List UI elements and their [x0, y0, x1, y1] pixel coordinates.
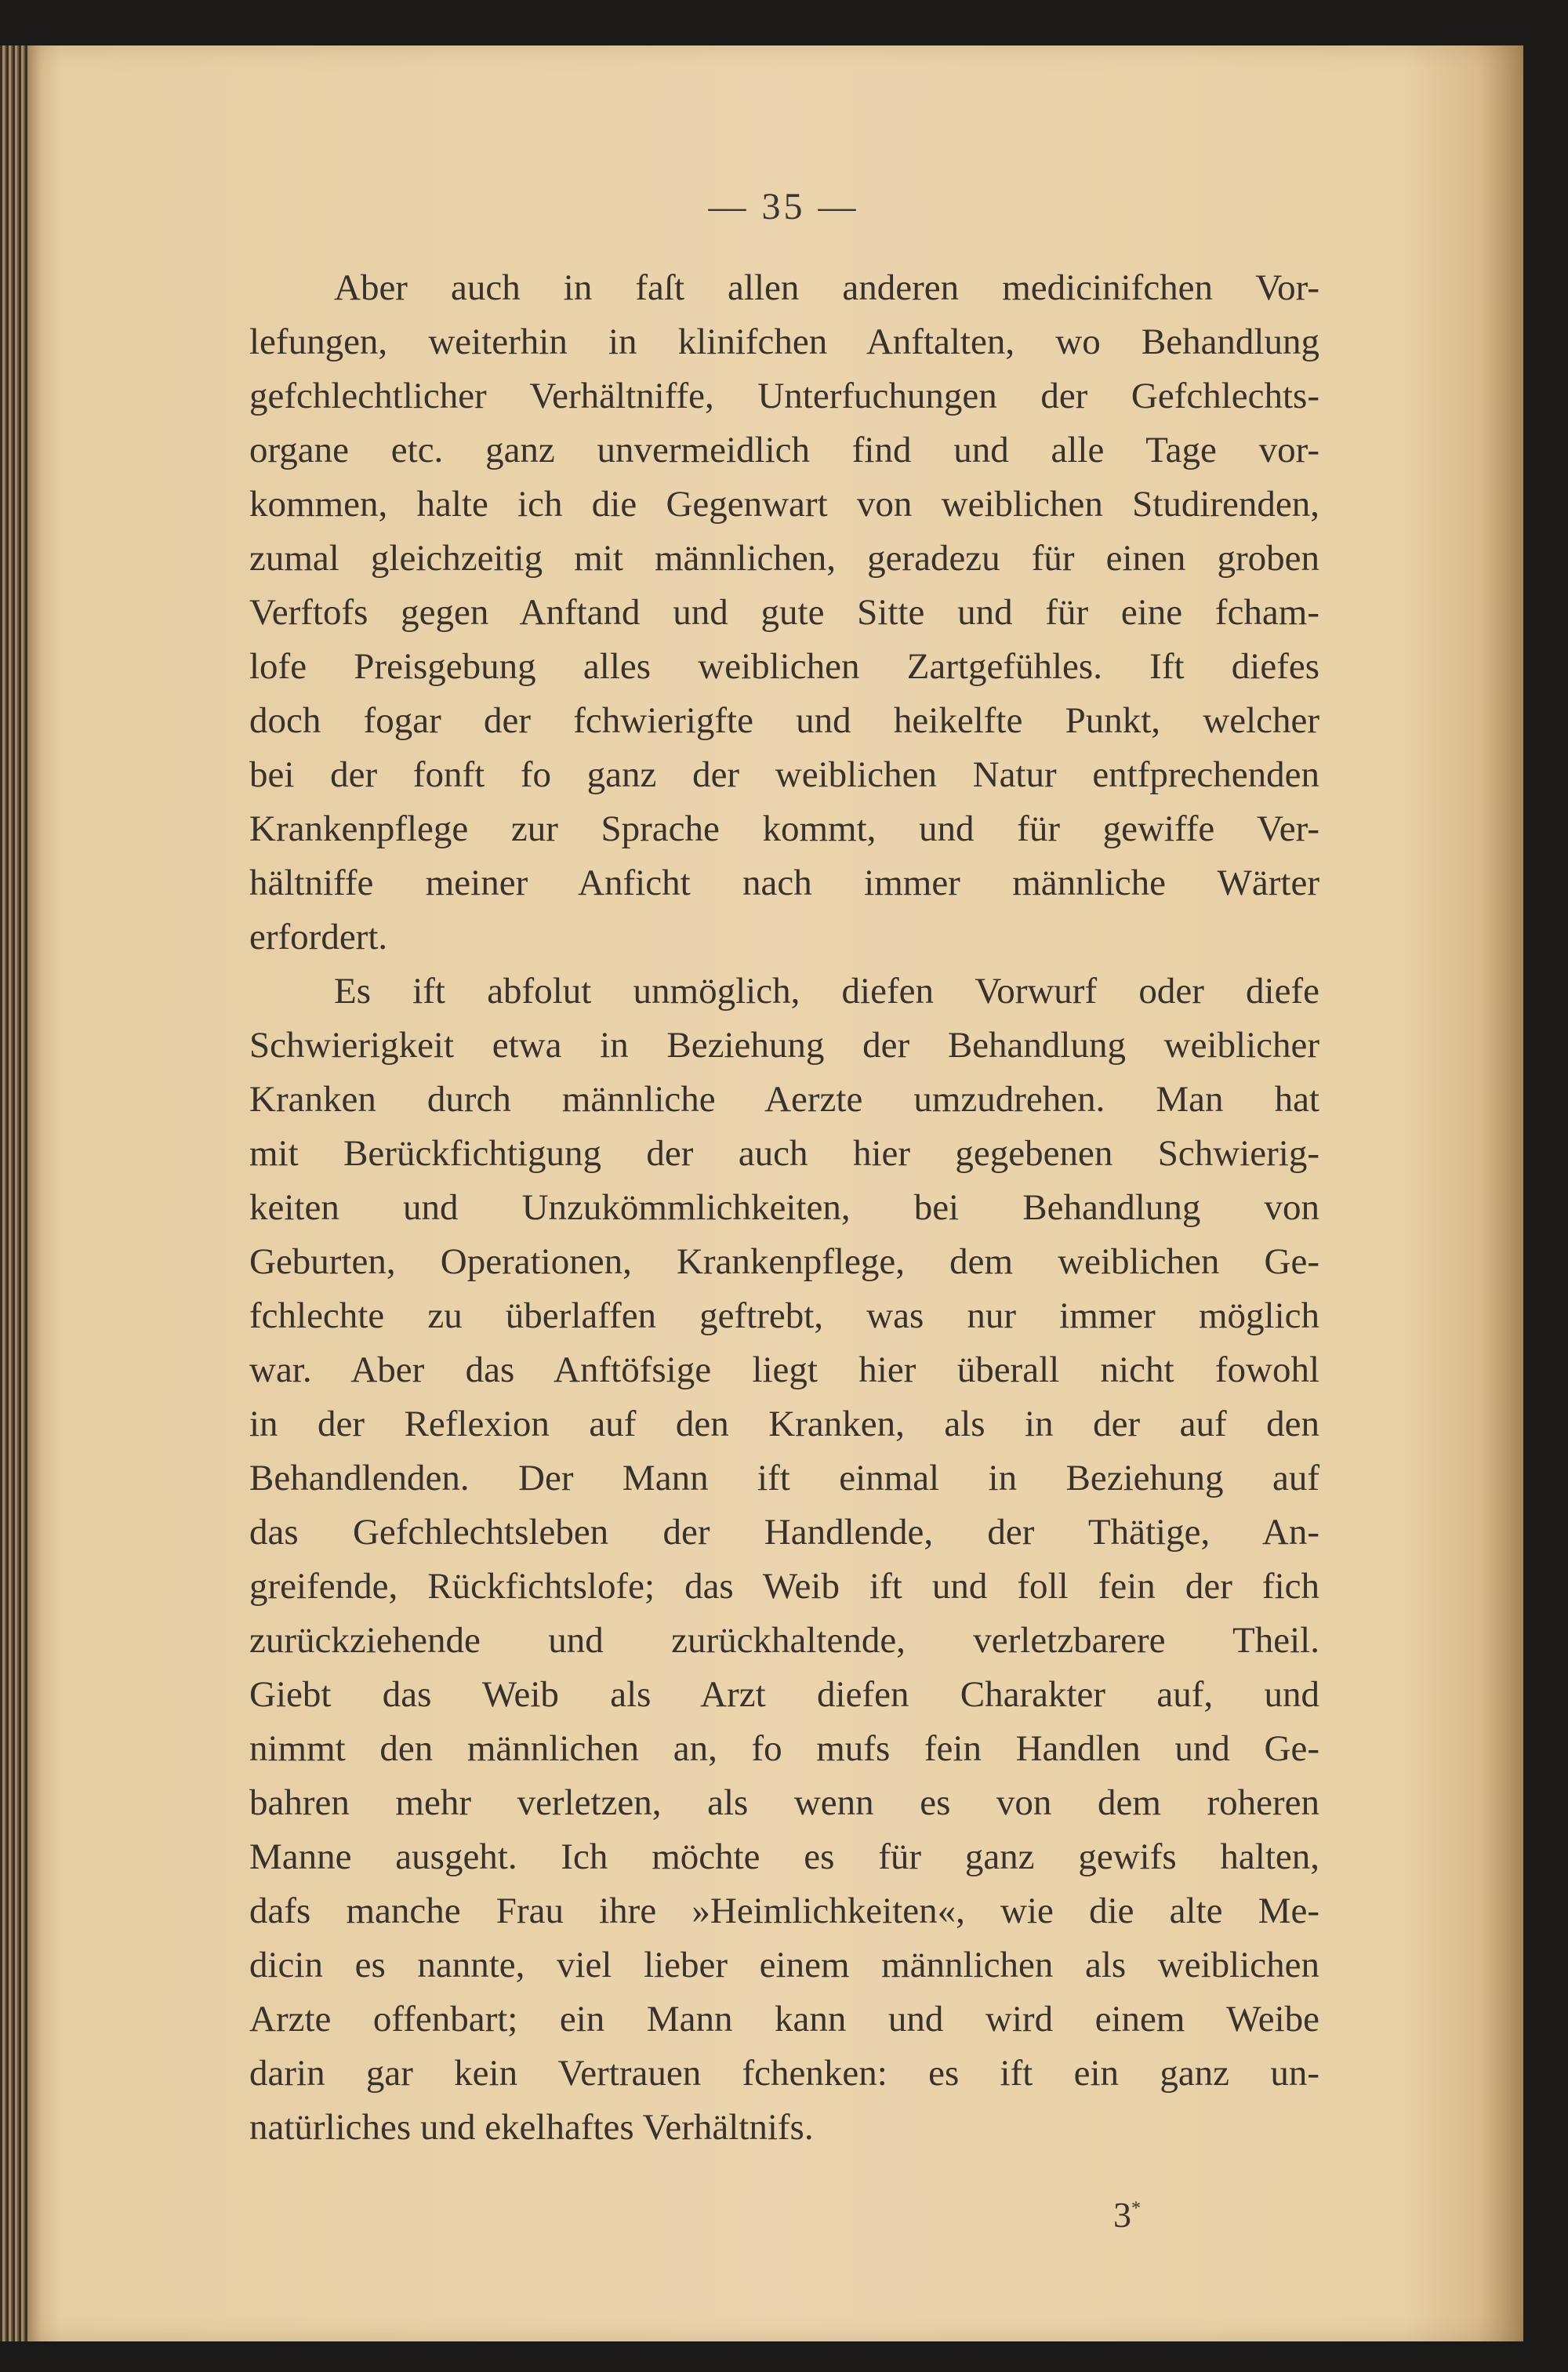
text-line: doch fogar der fchwierigfte und heikelfte Punkt, welcher [249, 700, 1319, 741]
text-line: Arzte offenbart; ein Mann kann und wird einem Weibe [249, 1999, 1319, 2040]
text-line: Schwierigkeit etwa in Beziehung der Behandlung weiblicher [249, 1025, 1319, 1066]
text-line: hältniffe meiner Anficht nach immer männliche Wärter [249, 863, 1319, 903]
signature-number: 3 [1113, 2195, 1131, 2235]
text-line: erfordert. [249, 917, 388, 957]
body-text [249, 261, 1319, 2155]
text-line: zumal gleichzeitig mit männlichen, geradezu für einen groben [249, 538, 1319, 579]
text-line: lefungen, weiterhin in klinifchen Anftalten, wo Behandlung [249, 321, 1319, 362]
text-line: dafs manche Frau ihre »Heimlichkeiten«, wie die alte Me- [249, 1891, 1319, 1931]
text-line: keiten und Unzukömmlichkeiten, bei Behandlung von [249, 1187, 1319, 1228]
text-line: Krankenpflege zur Sprache kommt, und für gewiffe Ver- [249, 808, 1319, 849]
text-line: kommen, halte ich die Gegenwart von weiblichen Studirenden, [249, 484, 1319, 525]
text-line: Kranken durch männliche Aerzte umzudrehen. Man hat [249, 1079, 1319, 1120]
page-number-header: — 35 — [708, 186, 859, 227]
text-line: in der Reflexion auf den Kranken, als in der auf den [249, 1404, 1319, 1444]
book-page [30, 45, 1523, 2341]
text-line: bei der fonft fo ganz der weiblichen Natur entfprechenden [249, 754, 1319, 795]
text-line: war. Aber das Anftöfsige liegt hier überall nicht fowohl [249, 1349, 1319, 1390]
text-line: Verftofs gegen Anftand und gute Sitte und für eine fcham- [249, 592, 1319, 633]
text-line: Geburten, Operationen, Krankenpflege, dem weiblichen Ge- [249, 1241, 1319, 1282]
text-line: bahren mehr verletzen, als wenn es von dem roheren [249, 1782, 1319, 1823]
text-line: Behandlenden. Der Mann ift einmal in Beziehung auf [249, 1458, 1319, 1498]
signature-star: * [1131, 2198, 1141, 2219]
text-line: zurückziehende und zurückhaltende, verletzbarere Theil. [249, 1620, 1319, 1661]
text-line: dicin es nannte, viel lieber einem männlichen als weiblichen [249, 1945, 1319, 1985]
text-line: darin gar kein Vertrauen fchenken: es ift ein ganz un- [249, 2053, 1319, 2094]
text-line: Manne ausgeht. Ich möchte es für ganz gewifs halten, [249, 1836, 1319, 1877]
text-line: Es ift abfolut unmöglich, diefen Vorwurf oder diefe [334, 971, 1319, 1012]
text-line: organe etc. ganz unvermeidlich find und alle Tage vor- [249, 430, 1319, 470]
text-line: greifende, Rückfichtslofe; das Weib ift und foll fein der fich [249, 1566, 1319, 1607]
text-line: mit Berückfichtigung der auch hier gegebenen Schwierig- [249, 1133, 1319, 1174]
text-line: gefchlechtlicher Verhältniffe, Unterfuchungen der Gefchlechts- [249, 376, 1319, 416]
text-line: natürliches und ekelhaftes Verhältnifs. [249, 2107, 814, 2148]
text-line: Giebt das Weib als Arzt diefen Charakter auf, und [249, 1674, 1319, 1715]
text-line: das Gefchlechtsleben der Handlende, der Thätige, An- [249, 1512, 1319, 1553]
text-line: lofe Preisgebung alles weiblichen Zartgefühles. Ift diefes [249, 646, 1319, 687]
text-line: nimmt den männlichen an, fo mufs fein Handlen und Ge- [249, 1728, 1319, 1769]
text-line: Aber auch in faſt allen anderen medicinifchen Vor- [334, 267, 1319, 308]
text-line: fchlechte zu überlaffen geftrebt, was nur immer möglich [249, 1295, 1319, 1336]
signature-mark [1113, 2194, 1141, 2236]
